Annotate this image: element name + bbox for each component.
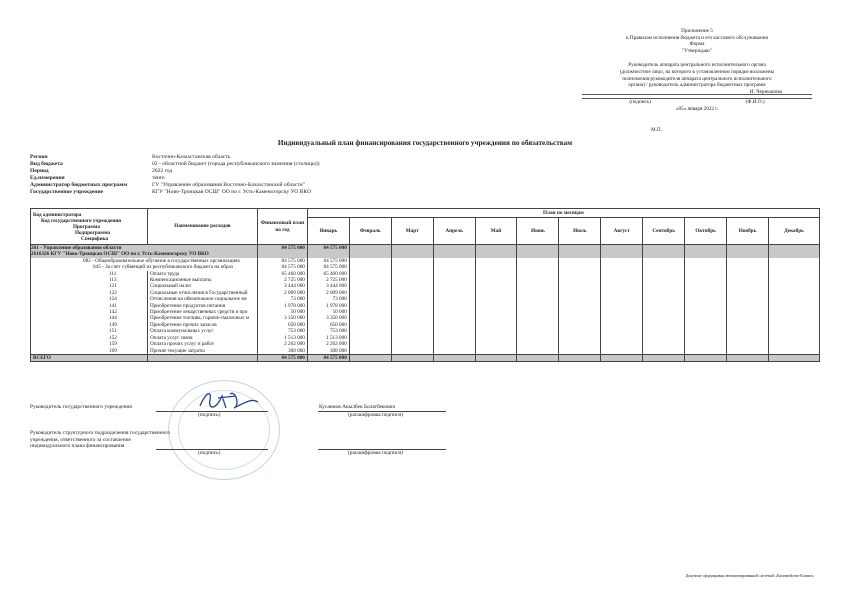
approver-title-4: органа) / руководитель администратора бюджетных программ (628, 82, 766, 89)
info-row (30, 161, 320, 168)
row-jan: 2 009 000 (307, 290, 349, 296)
info-value: Восточно-Казахстанская область (152, 154, 231, 160)
row-month-cell (391, 348, 433, 355)
unit-label-3: индивидуального плана финансирования (30, 443, 125, 450)
row-year-plan: 2 009 000 (257, 290, 307, 296)
row-name: Приобретение прочих запасов (147, 322, 257, 328)
row-code: 113 (31, 277, 148, 283)
info-value: 2022 год (152, 167, 173, 174)
total-name (147, 354, 257, 361)
page-title: Индивидуальный план финансирования государственного учреждения по обязательствам (277, 139, 573, 147)
approver-title-3: полномочия руководителя аппарата центрального исполнительного (622, 75, 772, 82)
info-block (30, 154, 320, 195)
total-row (31, 354, 820, 361)
row-name: Приобретение лекарственных средств и про (147, 309, 257, 315)
row-year-plan: 84 575 000 (257, 258, 307, 264)
row-year-plan: 1 513 000 (257, 335, 307, 341)
month-header: Май (475, 218, 517, 245)
annex-number: Приложение 5 (681, 28, 713, 34)
row-month-cell (349, 245, 391, 252)
row-name: Приобретение топлива, горюче-смазочных м (147, 315, 257, 321)
info-row (30, 175, 320, 182)
row-year-plan: 3 350 000 (257, 315, 307, 321)
total-cell (727, 354, 769, 361)
row-name: Социальный налог (147, 283, 257, 289)
approver-name: И. Чернышова (582, 89, 812, 96)
head-label: Руководитель государственного учреждения (30, 404, 132, 410)
code-header-line: Программа (73, 223, 100, 230)
unit-decode-caption: (расшифровка подписи) (348, 450, 404, 456)
row-year-plan: 753 000 (257, 328, 307, 334)
row-name: Приобретение продуктов питания (147, 303, 257, 309)
row-month-cell (559, 348, 601, 355)
row-month-cell (391, 245, 433, 252)
footer-note: Документ сформирован автоматизированной системой «Казначейство-Клиент» (685, 574, 814, 578)
row-month-cell (727, 245, 769, 252)
row-month-cell (685, 348, 727, 355)
row-month-cell (475, 245, 517, 252)
row-code: 261 - Управление образования области (31, 245, 258, 252)
info-key: Администратор бюджетных программ (30, 181, 128, 188)
row-year-plan: 308 000 (257, 348, 307, 355)
row-month-cell (727, 348, 769, 355)
row-jan: 1 978 000 (307, 303, 349, 309)
row-month-cell (517, 245, 559, 252)
row-code: 121 (31, 283, 148, 289)
code-header (31, 209, 148, 245)
row-year-plan: 73 000 (257, 296, 307, 302)
total-cell (517, 354, 559, 361)
row-code: 144 (31, 315, 148, 321)
row-month-cell (769, 245, 820, 252)
monthly-plan-header: План по месяцам (307, 209, 819, 218)
row-month-cell (349, 348, 391, 355)
row-year-plan: 2 262 000 (257, 341, 307, 347)
info-row (30, 168, 320, 175)
row-name: Отчисления на обязательное социальное ме (147, 296, 257, 302)
total-year: 84 575 000 (257, 354, 307, 361)
row-jan: 753 000 (307, 328, 349, 334)
seal-place-label: М.П. (651, 127, 662, 133)
row-code: 082 - Общеобразовательное обучение в государственных организациях (31, 258, 258, 264)
row-month-cell (433, 348, 475, 355)
unit-label-2: учреждения, ответственного за составление (30, 436, 131, 443)
head-sig-caption: (подпись) (198, 412, 221, 418)
month-header: Март (391, 218, 433, 245)
row-year-plan: 65 460 000 (257, 271, 307, 277)
row-name: Оплата труда (147, 271, 257, 277)
row-month-cell (559, 245, 601, 252)
unit-sig-caption: (подпись) (198, 450, 221, 456)
row-jan: 650 000 (307, 322, 349, 328)
row-code: 149 (31, 322, 148, 328)
info-value: ГУ "Управление образования Восточно-Казахстанской области" (152, 181, 305, 188)
info-row (30, 189, 320, 196)
row-year-plan: 2 725 000 (257, 277, 307, 283)
row-code: 152 (31, 335, 148, 341)
row-jan: 1 513 000 (307, 335, 349, 341)
annex-rules: к Правилам исполнения бюджета и его кассового обслуживания (626, 34, 768, 41)
total-label: ВСЕГО (31, 354, 148, 361)
total-cell (769, 354, 820, 361)
month-header: Январь (307, 218, 349, 245)
row-name: Компенсационные выплаты (147, 277, 257, 283)
row-year-plan: 1 978 000 (257, 303, 307, 309)
total-cell (559, 354, 601, 361)
year-plan-header: Финансовый план на год (257, 209, 307, 245)
month-header: Июнь (517, 218, 559, 245)
total-jan: 84 575 000 (307, 354, 349, 361)
row-code: 141 (31, 303, 148, 309)
info-key: Государственное учреждение (30, 188, 104, 195)
row-code: 142 (31, 309, 148, 315)
approver-title-1: Руководитель аппарата центрального исполнительного органа (628, 62, 766, 69)
approver-name-caption: (Ф.И.О.) (745, 99, 765, 106)
month-header: Ноябрь (727, 218, 769, 245)
row-name: Оплата услуг связи (147, 335, 257, 341)
row-jan: 84 575 000 (307, 245, 349, 252)
code-header-line: Специфика (81, 235, 109, 242)
row-code: 159 (31, 341, 148, 347)
row-month-cell (769, 348, 820, 355)
info-row (30, 182, 320, 189)
month-header: Август (601, 218, 643, 245)
row-year-plan: 3 444 000 (257, 283, 307, 289)
info-key: Вид бюджета (30, 160, 63, 167)
row-jan: 308 000 (307, 348, 349, 355)
total-cell (433, 354, 475, 361)
info-key: Ед.измерения (30, 174, 65, 181)
month-header: Февраль (349, 218, 391, 245)
row-month-cell (433, 245, 475, 252)
month-header: Октябрь (685, 218, 727, 245)
row-code: 2616326 КГУ "Ново-Троицкая ОСШ" ОО по г. Усть-Каменогорску УО ВКО (31, 251, 258, 257)
info-value: 02 - областной бюджет (города республиканского значения (столицы)) (152, 160, 320, 167)
row-name: Оплата коммунальных услуг (147, 328, 257, 334)
row-month-cell (475, 348, 517, 355)
approver-sig-caption: (подпись) (629, 99, 651, 106)
row-jan: 84 575 000 (307, 264, 349, 270)
row-year-plan: 50 000 (257, 309, 307, 315)
head-name: Кусаинов Акылбек Болатбекович (319, 404, 396, 410)
row-jan: 73 000 (307, 296, 349, 302)
month-header: Апрель (433, 218, 475, 245)
row-jan: 2 725 000 (307, 277, 349, 283)
code-header-line: Код государственного учреждения (41, 217, 122, 224)
row-month-cell (643, 348, 685, 355)
table-row (31, 348, 820, 355)
row-code: 124 (31, 296, 148, 302)
row-month-cell (601, 348, 643, 355)
approved-label: "Утверждаю" (682, 47, 712, 54)
total-cell (643, 354, 685, 361)
code-header-line: Код администратора (33, 211, 82, 218)
approval-date: «05» января 2022 г. (675, 105, 719, 112)
month-header: Декабрь (769, 218, 820, 245)
total-cell (685, 354, 727, 361)
row-name: Оплата прочих услуг и работ (147, 341, 257, 347)
form-label: Форма (689, 41, 705, 48)
financing-plan-table (30, 208, 820, 362)
total-cell (475, 354, 517, 361)
row-code: 111 (31, 271, 148, 277)
info-key: Период (30, 167, 49, 174)
code-header-line: Подпрограмма (75, 229, 111, 236)
info-row (30, 154, 320, 161)
row-name: Прочие текущие затраты (147, 348, 257, 355)
row-year-plan: 84 575 000 (257, 264, 307, 270)
row-jan: 3 350 000 (307, 315, 349, 321)
info-value: тенге (152, 174, 165, 181)
signatures-block (30, 402, 450, 472)
info-value: КГУ "Ново-Троицкая ОСШ" ОО по г. Усть-Каменогорску УО ВКО (152, 188, 311, 195)
row-month-cell (685, 245, 727, 252)
unit-label-1: Руководитель структурного подразделения государственного (30, 430, 171, 436)
total-cell (391, 354, 433, 361)
approver-title-2: (должностное лицо, на которого в установленном порядке возложены (619, 68, 775, 75)
row-code: 122 (31, 290, 148, 296)
row-name: Социальные отчисления в Государственный (147, 290, 257, 296)
total-cell (349, 354, 391, 361)
info-key: Регион (30, 154, 48, 160)
table-row (31, 245, 820, 252)
name-header: Наименование расходов (147, 209, 257, 245)
row-year-plan: 84 575 000 (257, 245, 307, 252)
total-cell (601, 354, 643, 361)
row-jan: 65 460 000 (307, 271, 349, 277)
row-jan: 2 262 000 (307, 341, 349, 347)
row-jan: 3 444 000 (307, 283, 349, 289)
row-year-plan: 650 000 (257, 322, 307, 328)
month-header: Июль (559, 218, 601, 245)
row-code: 045 - За счет субвенций из республиканского бюджета на образ (31, 264, 258, 270)
row-jan: 50 000 (307, 309, 349, 315)
row-month-cell (643, 245, 685, 252)
head-decode-caption: (расшифровка подписи) (348, 412, 404, 418)
approval-block (582, 28, 812, 113)
row-month-cell (601, 245, 643, 252)
row-jan: 84 575 000 (307, 258, 349, 264)
row-code: 169 (31, 348, 148, 355)
row-code: 151 (31, 328, 148, 334)
row-month-cell (517, 348, 559, 355)
month-header: Сентябрь (643, 218, 685, 245)
